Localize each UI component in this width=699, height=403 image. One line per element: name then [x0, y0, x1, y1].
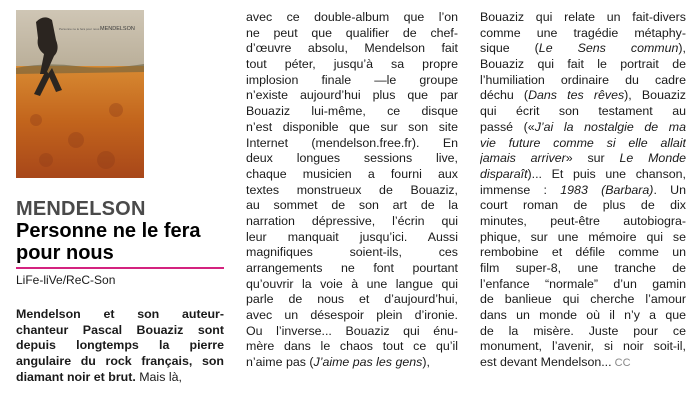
svg-text:Personne ne le fera pour nous: Personne ne le fera pour nous [59, 27, 100, 31]
text-line [16, 370, 224, 386]
text-line: textes monstrueux de Bouaziz, [246, 182, 458, 197]
album-cover [16, 10, 144, 178]
text-line: est devant Mendelson... CC [480, 355, 631, 370]
review-column-3 [480, 10, 686, 371]
text-line: Mendelson et son auteur- [16, 307, 224, 321]
record-label: LiFe-liVe/ReC-Son [16, 273, 116, 287]
pink-rule [16, 267, 224, 269]
album-title-line: pour nous [16, 242, 114, 264]
text-line: ne peut que qualifier de chef- [246, 25, 458, 40]
text-line: disparaît)... Et puis une chanson, [480, 166, 686, 181]
review-column-2 [246, 10, 458, 371]
tail-span: Mais là, [135, 369, 182, 384]
text-line: chanteur Pascal Bouaziz sont [16, 322, 224, 337]
text-line: avec un désespoir plein d’ironie. [246, 308, 458, 323]
album-title-line: Personne ne le fera [16, 220, 201, 242]
author-signature: CC [611, 357, 631, 370]
text-line: n’est disponible que sur son site [246, 119, 458, 134]
text-line: vie future comme si elle allait [480, 135, 686, 150]
text-line: dans un monde où il n’y a que [480, 308, 686, 323]
text-line: jamais arriver» sur Le Monde [480, 151, 686, 166]
text-line: au sommet de son art de la [246, 198, 458, 213]
text-line: mère dans le chaos tout ce qu’il [246, 339, 458, 354]
text-line: sique (Le Sens commun), [480, 41, 686, 56]
text-line: Bouaziz lui-même, ce disque [246, 104, 458, 119]
text-line: rembobine et défile comme un [480, 245, 686, 260]
text-line: depuis longtemps la pierre [16, 338, 224, 353]
review-column-1 [16, 307, 224, 385]
text-line: court roman de plus de dix [480, 198, 686, 213]
text-line: deux longues sessions live, [246, 151, 458, 166]
text-line: magnifiques soient-ils, ces [246, 245, 458, 260]
text-line: film super-8, une tranche de [480, 261, 686, 275]
text-line: Bouaziz qui fait le portrait de [480, 57, 686, 72]
text-line: l’humiliation ordinaire du cadre [480, 72, 686, 87]
text-line: phique, sur une mémoire qui se [480, 229, 686, 244]
text-line: n’aime pas (J’aime pas les gens), [246, 355, 430, 370]
text-line: parle de nous et d’aujourd’hui, [246, 292, 458, 307]
text-line: de banlieue qui cherche l’amour [480, 292, 686, 307]
text-line: angulaire du rock français, son [16, 354, 224, 369]
artist-name: MENDELSON [16, 198, 146, 220]
bold-span: diamant noir et brut. [16, 369, 136, 384]
text-line: Bouaziz qui relate un fait-divers [480, 10, 686, 24]
text-line: avec ce double-album que l’on [246, 10, 458, 24]
text-line: passé («J’ai la nostalgie de ma [480, 119, 686, 134]
text-line: tout péter, jusqu’à sa propre [246, 57, 458, 72]
text-line: implosion finale —le groupe [246, 72, 458, 87]
text-line: déchu (Dans tes rêves), Bouaziz [480, 88, 686, 103]
text-line: immense : 1983 (Barbara). Un [480, 182, 686, 197]
svg-text:MENDELSON: MENDELSON [100, 26, 135, 32]
album-cover-art [16, 10, 144, 178]
text-line: d’œuvre absolu, Mendelson fait [246, 41, 458, 56]
text-line: comme une tragédie métaphy- [480, 25, 686, 40]
text-line: qui écrit son testament au [480, 104, 686, 119]
text-line: leur manquait jusqu’ici. Aussi [246, 229, 458, 244]
text-line: narration dépressive, l’écrin qui [246, 213, 458, 228]
text-line: arrangements ne font pourtant [246, 261, 458, 275]
text-line: l’enfance “normale” d’un gamin [480, 276, 686, 291]
text-line: minutes, peut-être autobiogra- [480, 213, 686, 228]
text-line: qu’ouvrir la voie à une langue qui [246, 276, 458, 291]
text-line: de la misère. Juste pour ce [480, 323, 686, 338]
text-line: monument, l’avenir, si noir soit-il, [480, 339, 686, 354]
text-line: Internet (mendelson.free.fr). En [246, 135, 458, 150]
text-line: Ou l’inverse... Bouaziz qui énu- [246, 323, 458, 338]
text-line: chaque musicien a fourni aux [246, 166, 458, 181]
text-line: n’existe aujourd’hui plus que par [246, 88, 458, 103]
album-title [16, 220, 231, 264]
